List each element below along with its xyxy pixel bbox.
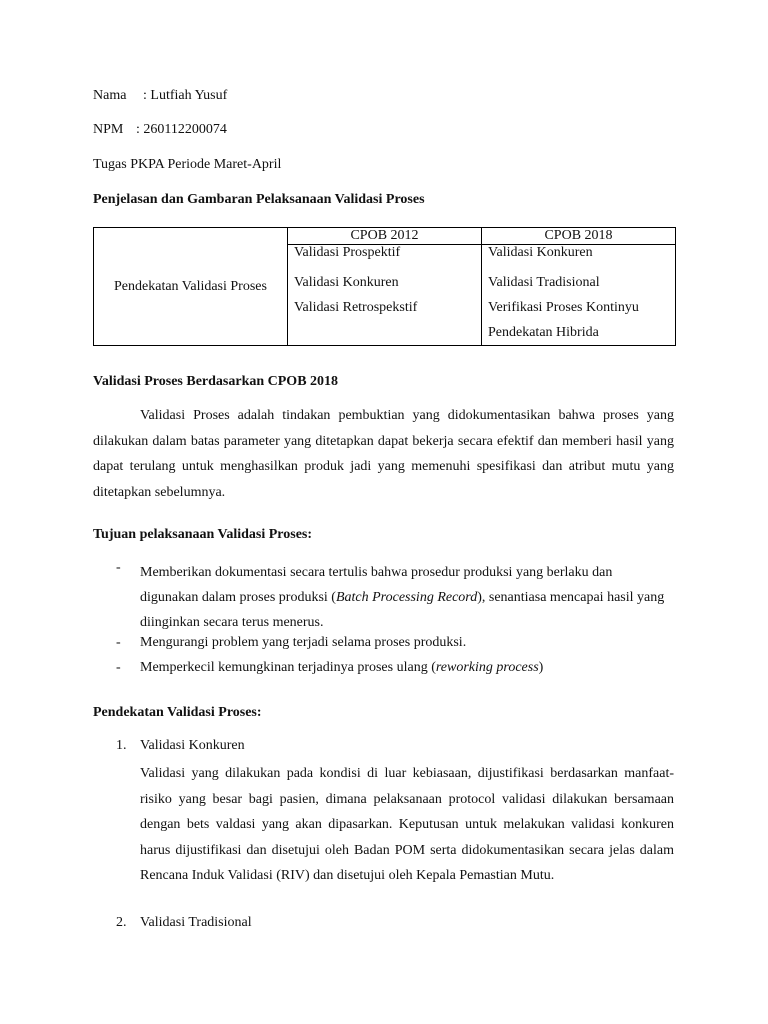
- list-item: Validasi Prospektif: [294, 245, 401, 260]
- list-item: Validasi Konkuren: [488, 245, 593, 260]
- nama-line: [93, 88, 227, 104]
- list-item: Verifikasi Proses Kontinyu: [488, 300, 639, 315]
- table-row-label: [94, 228, 288, 346]
- tujuan-heading: Tujuan pelaksanaan Validasi Proses:: [93, 527, 313, 542]
- nama-value: : Lutfiah Yusuf: [143, 88, 228, 103]
- pendekatan-item-2-title: Validasi Tradisional: [140, 915, 252, 930]
- list-number-1: 1.: [116, 738, 127, 753]
- table-header-cpob-2012: CPOB 2012: [288, 228, 482, 245]
- bullet-dash: -: [116, 635, 121, 650]
- tujuan-item-1-italic: Batch Processing Record: [335, 590, 478, 605]
- tugas-line: Tugas PKPA Periode Maret-April: [93, 157, 282, 172]
- cpob2018-heading: Validasi Proses Berdasarkan CPOB 2018: [93, 374, 339, 389]
- cpob-2018-list: [482, 245, 676, 346]
- tujuan-item-3-text-end: ): [538, 660, 544, 675]
- comparison-table: [93, 227, 676, 346]
- row-label-text: Pendekatan Validasi Proses: [114, 278, 267, 294]
- section-title: Penjelasan dan Gambaran Pelaksanaan Validasi Proses: [93, 192, 425, 207]
- list-item: Validasi Tradisional: [488, 275, 600, 290]
- tujuan-item-3-text: Memperkecil kemungkinan terjadinya proses ulang (: [140, 660, 436, 675]
- list-item: Pendekatan Hibrida: [488, 325, 599, 340]
- tujuan-item-3-italic: reworking process: [435, 660, 539, 675]
- list-item: Validasi Konkuren: [294, 275, 399, 290]
- npm-line: [93, 122, 227, 138]
- npm-value: : 260112200074: [136, 122, 227, 137]
- list-item: Validasi Retrospekstif: [294, 300, 418, 315]
- pendekatan-heading: Pendekatan Validasi Proses:: [93, 705, 262, 720]
- bullet-dash: -: [116, 560, 121, 575]
- tujuan-item-1-text-end: ), senantiasa mencapai hasil yang diinginkan secara terus menerus.: [140, 590, 665, 630]
- table-header-row: [94, 228, 676, 245]
- tujuan-item-2: Mengurangi problem yang terjadi selama proses produksi.: [140, 635, 467, 650]
- nama-label: Nama: [93, 88, 127, 103]
- list-number-2: 2.: [116, 915, 127, 930]
- pendekatan-item-1-body: Validasi yang dilakukan pada kondisi di luar kebiasaan, dijustifikasi berdasarkan manfaat-risiko yang besar bagi pasien, dimana pelaksanaan protocol validasi dilakukan bersamaan dengan bets valdasi yang akan dipasarkan. Keputusan untuk melakukan validasi konkuren harus dijustifikasi dan disetujui oleh Badan POM serta didokumentasikan secara jelas dalam Rencana Induk Validasi (RIV) dan disetujui oleh Kepala Pemastian Mutu.: [140, 766, 674, 883]
- tujuan-item-1: [140, 560, 670, 635]
- tujuan-item-1-text: Memberikan dokumentasi secara tertulis bahwa prosedur produksi yang berlaku dan digunakan dalam proses produksi (: [140, 565, 613, 605]
- cpob2018-paragraph: Validasi Proses adalah tindakan pembuktian yang didokumentasikan bahwa proses yang dilakukan dalam batas parameter yang ditetapkan dapat bekerja secara efektif dan memberi hasil yang dapat terulang untuk menghasilkan produk jadi yang memenuhi spesifikasi dan atribut mutu yang ditetapkan sebelumnya.: [93, 408, 674, 500]
- pendekatan-item-1-title: Validasi Konkuren: [140, 738, 245, 753]
- table-header-cpob-2018: CPOB 2018: [482, 228, 676, 245]
- tujuan-item-3: [140, 660, 543, 676]
- cpob-2012-list: [288, 245, 482, 346]
- npm-label: NPM: [93, 122, 124, 137]
- bullet-dash: -: [116, 660, 121, 675]
